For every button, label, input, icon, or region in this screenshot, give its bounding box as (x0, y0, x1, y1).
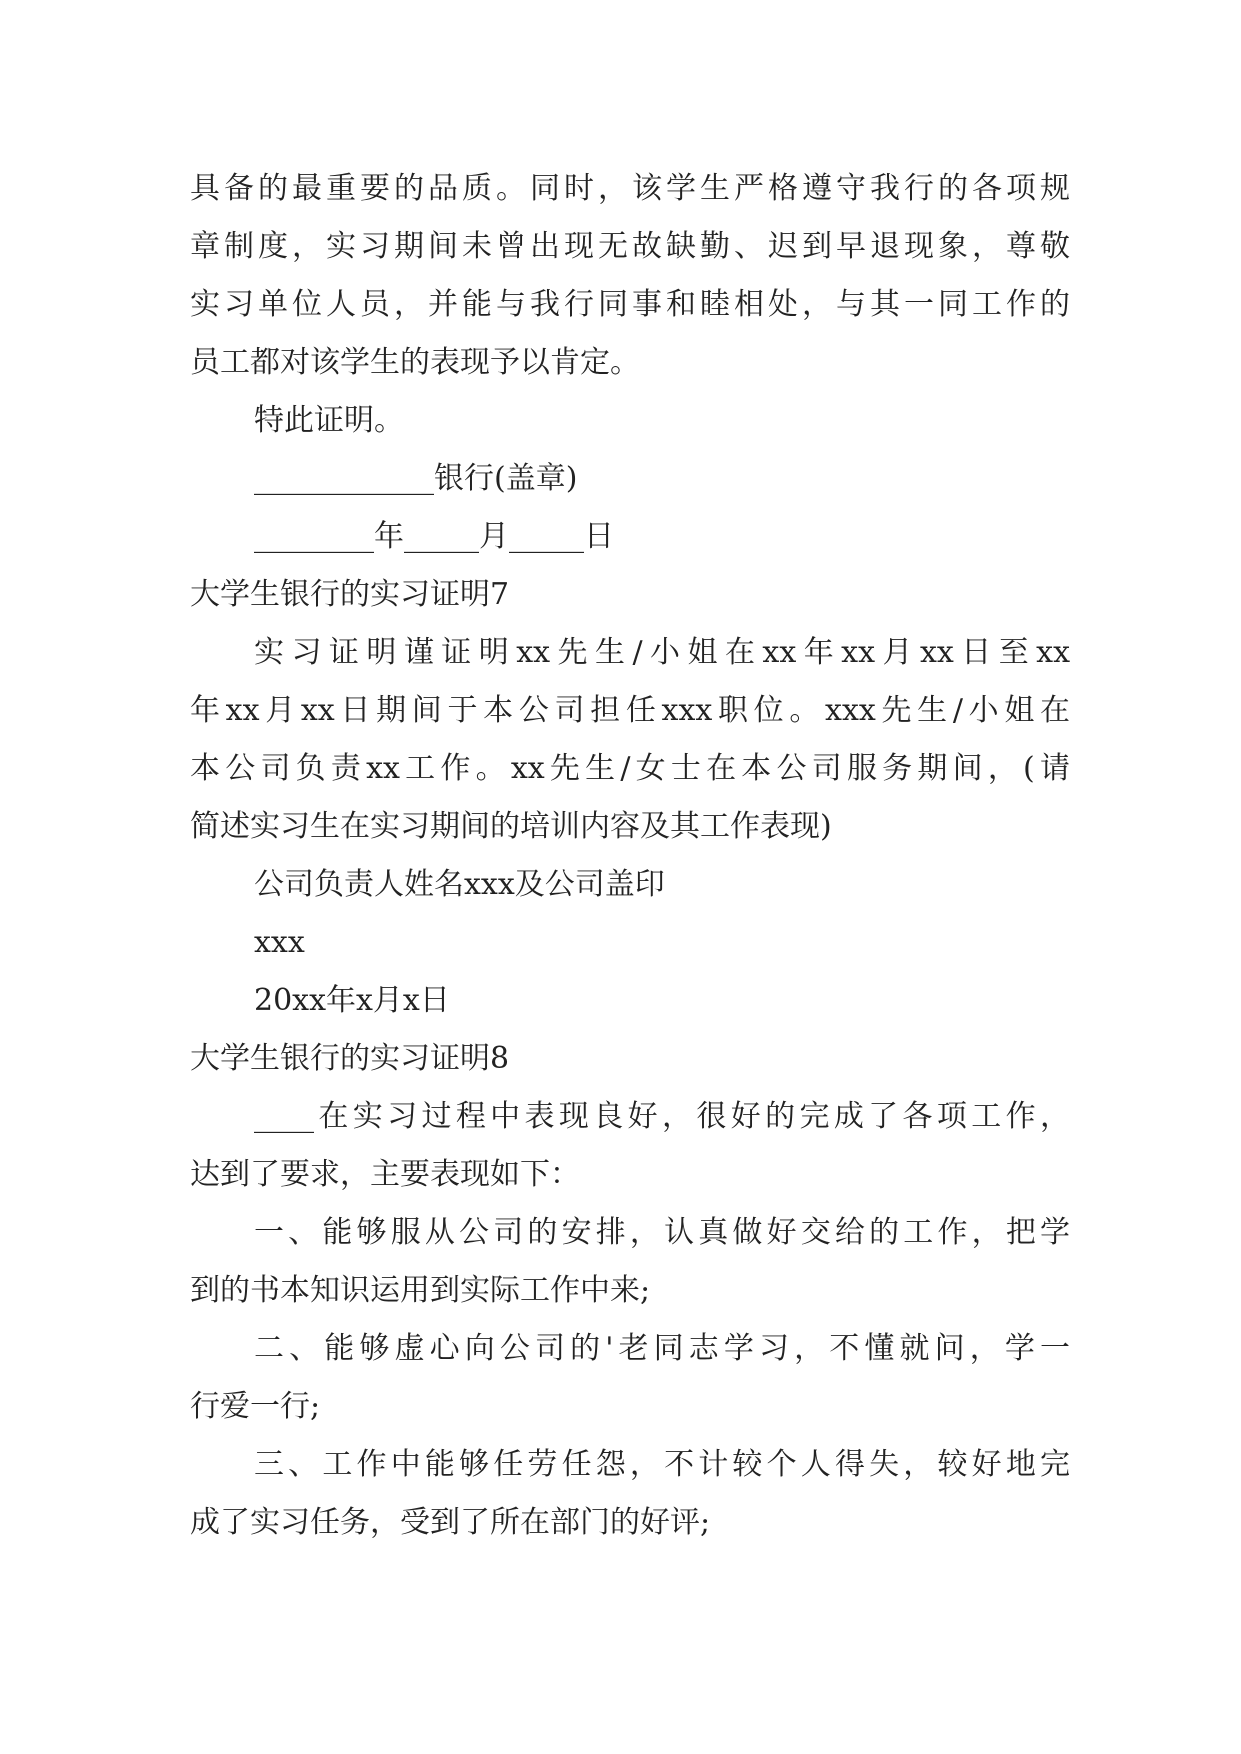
list-item-line: 二、能够虚心向公司的'老同志学习，不懂就问，学一 (254, 1331, 1070, 1366)
paragraph-line: 具备的最重要的品质。同时，该学生严格遵守我行的各项规 (190, 171, 1070, 206)
signature-line: 公司负责人姓名xxx及公司盖印 (254, 867, 665, 902)
list-item-line: 到的书本知识运用到实际工作中来; (190, 1273, 651, 1308)
section-heading: 大学生银行的实习证明7 (190, 577, 510, 612)
document-body (190, 160, 1070, 1552)
date-line: 20xx年x月x日 (254, 983, 450, 1018)
list-item-line: 三、工作中能够任劳任怨，不计较个人得失，较好地完 (254, 1447, 1070, 1482)
paragraph-line: ____在实习过程中表现良好，很好的完成了各项工作， (254, 1099, 1070, 1134)
list-item-line: 行爱一行; (190, 1389, 321, 1424)
paragraph-line: 章制度，实习期间未曾出现无故缺勤、迟到早退现象，尊敬 (190, 229, 1070, 264)
paragraph-line: 达到了要求，主要表现如下： (190, 1157, 580, 1192)
date-line: ________年_____月_____日 (254, 519, 614, 554)
closing-statement: 特此证明。 (254, 403, 404, 438)
list-item-line: 一、能够服从公司的安排，认真做好交给的工作，把学 (254, 1215, 1070, 1250)
paragraph-line: 员工都对该学生的表现予以肯定。 (190, 345, 640, 380)
paragraph-line: 年xx月xx日期间于本公司担任xxx职位。xxx先生/小姐在 (190, 693, 1070, 728)
bank-seal-line: ____________银行(盖章) (254, 461, 578, 496)
section-heading: 大学生银行的实习证明8 (190, 1041, 510, 1076)
signature-name: xxx (254, 925, 305, 960)
paragraph-line: 实习证明谨证明xx先生/小姐在xx年xx月xx日至xx (254, 635, 1070, 670)
paragraph-line: 实习单位人员，并能与我行同事和睦相处，与其一同工作的 (190, 287, 1070, 322)
list-item-line: 成了实习任务，受到了所在部门的好评; (190, 1505, 711, 1540)
paragraph-line: 简述实习生在实习期间的培训内容及其工作表现) (190, 809, 832, 844)
paragraph-line: 本公司负责xx工作。xx先生/女士在本公司服务期间，(请 (190, 751, 1070, 786)
